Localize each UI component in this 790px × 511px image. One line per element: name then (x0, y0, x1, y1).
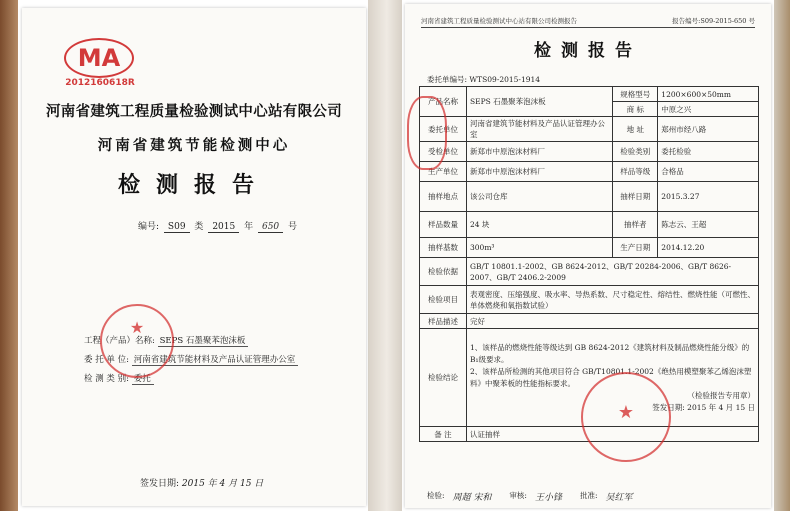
cell-label: 样品描述 (420, 314, 467, 329)
background-gap (368, 0, 402, 511)
field-value: 河南省建筑节能材料及产品认证管理办公室 (132, 355, 299, 366)
table-row (420, 238, 759, 258)
cell-label: 受检单位 (420, 142, 467, 162)
field-label: 委 托 单 位: (84, 355, 129, 365)
page-header (421, 16, 755, 28)
report-cover-page (22, 8, 366, 506)
cell-label: 委托单位 (420, 117, 467, 142)
cell-value: 委托检验 (658, 142, 759, 162)
cell-label: 检验类别 (613, 142, 658, 162)
org-name: 河南省建筑工程质量检验测试中心站有限公司 (46, 104, 342, 120)
cell-value: 郑州市经八路 (658, 117, 759, 142)
table-row (420, 314, 759, 329)
cell-label: 抽样基数 (420, 238, 467, 258)
cell-value: SEPS 石墨聚苯泡沫板 (467, 87, 613, 117)
cell-label: 样品等级 (613, 162, 658, 182)
cert-number: 2012160618R (65, 78, 135, 88)
cell-label: 商 标 (613, 102, 658, 117)
serial-year-suffix: 年 (244, 222, 254, 232)
table-row (420, 212, 759, 238)
cell-value: 该公司仓库 (467, 182, 613, 212)
field-value: SEPS 石墨聚苯泡沫板 (158, 336, 249, 347)
serial-prefix: 编号: (138, 222, 160, 232)
tester-signature: 周超 宋和 (452, 493, 492, 503)
cell-label: 规格型号 (613, 87, 658, 102)
cell-label: 备 注 (420, 427, 467, 442)
seal-star-icon: ★ (129, 318, 145, 337)
client-order-number (427, 74, 540, 85)
field-label: 检 测 类 别: (84, 374, 129, 384)
table-row (420, 142, 759, 162)
conclusion-line: 1、该样品的燃烧性能等级达到 GB 8624-2012《建筑材料及制品燃烧性能分级》的 B₁级要求。 (470, 342, 750, 364)
header-org: 河南省建筑工程质量检验测试中心站有限公司检测报告 (421, 17, 577, 25)
reviewer-label: 审核: (509, 491, 527, 500)
cell-value: 合格品 (658, 162, 759, 182)
report-serial (138, 219, 297, 232)
serial-number: 650 (258, 222, 283, 233)
cell-label: 抽样地点 (420, 182, 467, 212)
cell-label: 地 址 (613, 117, 658, 142)
cell-value: 2015.3.27 (658, 182, 759, 212)
report-detail-page (405, 4, 771, 508)
serial-suffix: 号 (288, 222, 298, 232)
client-no-value: WTS09-2015-1914 (469, 75, 541, 84)
center-name: 河南省建筑节能检测中心 (97, 138, 291, 154)
cell-value: 陈志云、王超 (658, 212, 759, 238)
cover-issue-date (140, 476, 263, 489)
client-no-label: 委托单编号: (427, 75, 468, 84)
field-label: 工程（产品）名称: (84, 336, 155, 346)
issue-date-value: 2015 年 4 月 15 日 (181, 479, 264, 489)
seal-star-icon: ★ (617, 402, 635, 423)
report-table (419, 86, 759, 442)
cell-label: 产品名称 (420, 87, 467, 117)
cell-value: 2014.12.20 (658, 238, 759, 258)
table-row (420, 182, 759, 212)
cell-value: GB/T 10801.1-2002、GB 8624-2012、GB/T 20284-2006、GB/T 8626-2007、GB/T 2406.2-2009 (467, 258, 759, 286)
red-seal-stamp (100, 304, 174, 378)
cell-label: 抽样日期 (613, 182, 658, 212)
approver-signature: 吴红军 (605, 493, 633, 503)
paging-seal-stamp (407, 96, 447, 170)
cell-value: 新郑市中原泡沫材料厂 (467, 142, 613, 162)
conclusion-date: 签发日期: 2015 年 4 月 15 日 (652, 402, 755, 412)
cell-label: 抽样者 (613, 212, 658, 238)
cell-label: 检验依据 (420, 258, 467, 286)
cell-label: 样品数量 (420, 212, 467, 238)
cell-value: 认证抽样 (467, 427, 759, 442)
cell-value: 1200×600×50mm (658, 87, 759, 102)
inspection-seal-stamp (581, 372, 671, 462)
cover-title: 检测报告 (117, 173, 270, 198)
cell-value: 300m³ (467, 238, 613, 258)
table-row (420, 117, 759, 142)
cell-label: 生产单位 (420, 162, 467, 182)
cell-label: 检验结论 (420, 329, 467, 427)
conclusion-line: 2、该样品所检测的其他项目符合 GB/T10801.1-2002《绝热用模塑聚苯乙烯泡沫塑料》中聚苯板的性能指标要求。 (470, 366, 752, 388)
serial-mid: 类 (194, 222, 204, 232)
tester-label: 检验: (427, 491, 445, 500)
cell-value: 河南省建筑节能材料及产品认证管理办公室 (467, 117, 613, 142)
table-row (420, 162, 759, 182)
table-row (420, 286, 759, 314)
issue-date-label: 签发日期: (140, 479, 180, 489)
cell-value: 表观密度、压缩强度、吸水率、导热系数、尺寸稳定性、熔结性、燃烧性能（可燃性、单体燃烧和氧指数试验） (467, 286, 759, 314)
cell-label: 生产日期 (613, 238, 658, 258)
background-right-edge (774, 0, 790, 511)
serial-code: S09 (164, 222, 190, 233)
stamp-note: （检验报告专用章） (687, 390, 755, 400)
field-value: 委托 (132, 374, 154, 385)
cell-value: 中原之兴 (658, 102, 759, 117)
cma-logo: MA (64, 38, 134, 78)
header-report-no: 报告编号:S09-2015-650 号 (672, 17, 755, 25)
detail-title: 检测报告 (534, 41, 642, 61)
cell-label: 检验项目 (420, 286, 467, 314)
table-row (420, 87, 759, 102)
cell-value: 24 块 (467, 212, 613, 238)
serial-year: 2015 (208, 222, 239, 233)
signature-row (427, 490, 757, 503)
cell-value: 完好 (467, 314, 759, 329)
approver-label: 批准: (579, 491, 598, 500)
cell-value: 新郑市中原泡沫材料厂 (467, 162, 613, 182)
table-row (420, 258, 759, 286)
background-left-edge (0, 0, 18, 511)
reviewer-signature: 王小锋 (534, 493, 562, 503)
